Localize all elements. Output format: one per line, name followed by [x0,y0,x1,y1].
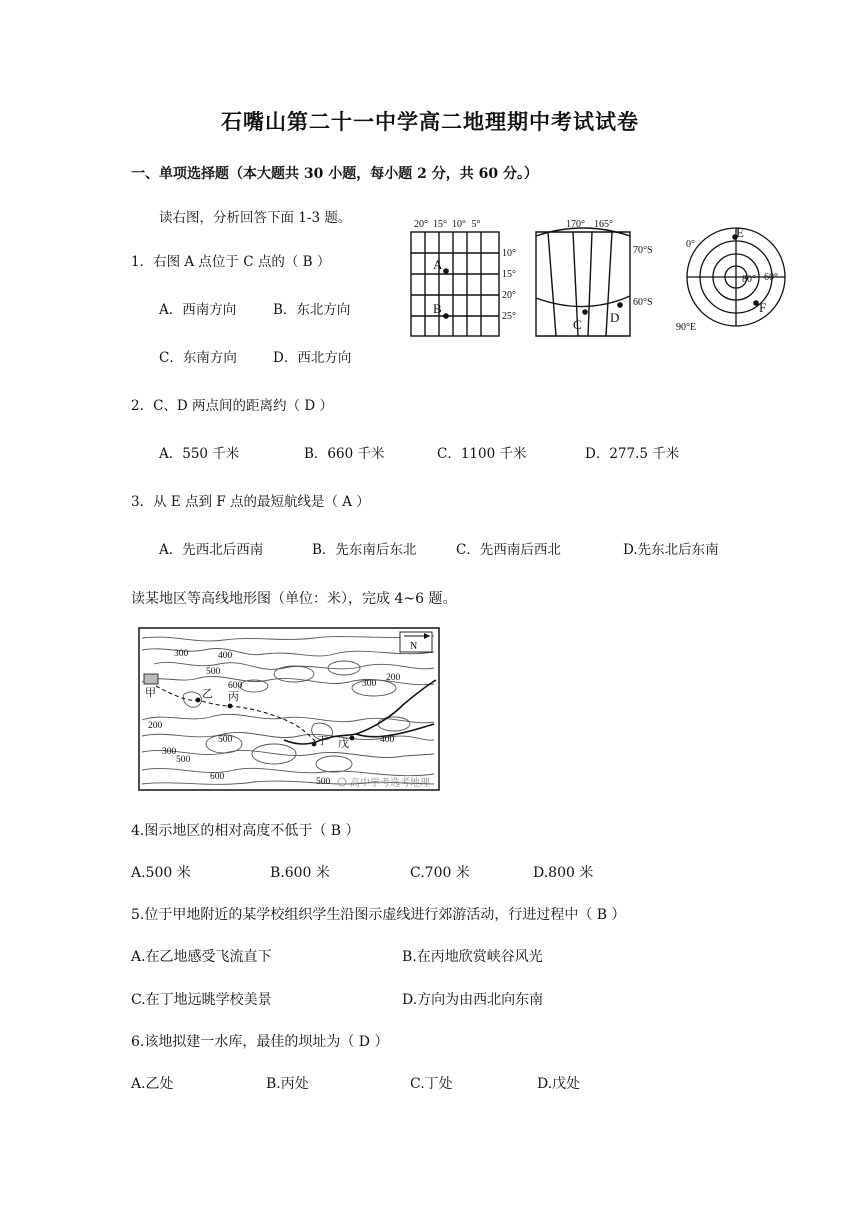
q4-option-c: C.700 米 [410,865,470,881]
arc-lat-label: 60°S [633,297,653,308]
contour-label: 200 [148,721,163,731]
q1-option-c: C．东南方向 [159,350,237,366]
school-symbol [144,674,158,684]
place-yi-label: 乙 [202,688,213,700]
contour-label: 600 [210,772,225,782]
q6-option-c: C.丁处 [410,1076,453,1092]
grid-lat-label: 15° [502,269,516,280]
point-b-marker [443,313,449,319]
watermark-text: 高中学考选考地理 [350,778,430,789]
q5-stem: 5.位于甲地附近的某学校组织学生沿图示虚线进行郊游活动，行进过程中（ B ） [131,907,626,923]
point-b-label: B [433,301,442,316]
polar-label: 0° [686,239,695,250]
q1-option-d: D．西北方向 [273,350,352,366]
contour-label: 300 [362,679,377,689]
contour-label: 400 [380,735,395,745]
q1-option-a: A．西南方向 [159,302,237,318]
polar-label: 80° [742,274,756,285]
point-a-label: A [433,257,443,272]
q4-option-d: D.800 米 [533,865,594,881]
q5-option-c: C.在丁地远眺学校美景 [131,992,272,1008]
point-ding-marker [312,742,317,747]
grid-lon-label: 10° [452,219,466,230]
watermark [338,776,430,789]
q3-option-d: D.先东北后东南 [623,542,719,558]
q6-option-b: B.丙处 [266,1076,309,1092]
place-jia-label: 甲 [145,687,156,699]
point-d-marker [617,302,623,308]
point-wu-marker [350,736,355,741]
grid-lat-label: 20° [502,290,516,301]
q4-option-b: B.600 米 [270,865,330,881]
q6-stem: 6.该地拟建一水库，最佳的坝址为（ D ） [131,1034,389,1050]
q6-option-d: D.戊处 [537,1076,581,1092]
grid-lon-label: 20° [414,219,428,230]
contour-label: 300 [162,747,177,757]
contour-label: 600 [228,681,243,691]
polar-label: 90°E [676,322,697,333]
grid-lon-label: 5° [471,219,481,230]
q2-stem: 2．C、D 两点间的距离约（ D ） [131,398,333,414]
q2-option-b: B．660 千米 [304,446,385,462]
grid-lat-label: 10° [502,248,516,259]
point-bing-marker [228,704,233,709]
arc-map-figure [530,212,665,344]
point-a-marker [443,268,449,274]
grid-map-figure [405,212,525,344]
q3-option-a: A．先西北后西南 [159,542,264,558]
arc-lon-label: 170° [566,219,585,230]
q2-option-a: A．550 千米 [159,446,240,462]
q3-option-b: B．先东南后东北 [312,542,417,558]
contour-label: 500 [218,735,233,745]
q3-stem: 3．从 E 点到 F 点的最短航线是（ A ） [131,494,370,510]
place-ding-label: 丁 [317,735,328,747]
grid-lon-label: 15° [433,219,447,230]
page-title: 石嘴山第二十一中学高二地理期中考试试卷 [221,109,639,134]
place-bing-label: 丙 [228,691,239,703]
q5-option-b: B.在丙地欣赏峡谷风光 [402,949,543,965]
q3-option-c: C．先西南后西北 [456,542,561,558]
q4-stem: 4.图示地区的相对高度不低于（ B ） [131,823,360,839]
contour-label: 500 [176,755,191,765]
q5-option-d: D.方向为由西北向东南 [402,992,544,1008]
contour-label: 500 [316,777,331,787]
point-c-label: C [573,317,582,332]
q2-option-c: C．1100 千米 [437,446,527,462]
place-wu-label: 戊 [338,738,349,750]
point-e-label: E [736,225,744,240]
point-d-label: D [610,310,620,325]
contour-label: 200 [386,673,401,683]
polar-label: 60° [764,272,778,283]
q4-option-a: A.500 米 [131,865,191,881]
q2-option-d: D．277.5 千米 [585,446,680,462]
contour-label: 500 [206,667,221,677]
q1-stem: 1．右图 A 点位于 C 点的（ B ） [131,254,331,270]
q1-option-b: B．东北方向 [273,302,351,318]
point-c-marker [582,309,588,315]
q5-option-a: A.在乙地感受飞流直下 [131,949,272,965]
point-f-marker [753,300,759,306]
point-f-label: F [759,300,767,315]
contour-map-figure [134,624,452,796]
north-label: N [410,641,418,652]
q6-option-a: A.乙处 [131,1076,174,1092]
contour-label: 400 [218,651,233,661]
contour-label: 300 [174,649,189,659]
section-heading: 一、单项选择题（本大题共 30 小题，每小题 2 分，共 60 分。） [131,166,538,182]
intro-q4-6: 读某地区等高线地形图（单位：米），完成 4~6 题。 [131,591,457,607]
arc-lat-label: 70°S [633,245,653,256]
intro-q1-3: 读右图，分析回答下面 1-3 题。 [159,210,352,226]
grid-lat-label: 25° [502,311,516,322]
arc-lon-label: 165° [594,219,613,230]
polar-map-figure [676,212,796,344]
point-yi-marker [196,698,201,703]
